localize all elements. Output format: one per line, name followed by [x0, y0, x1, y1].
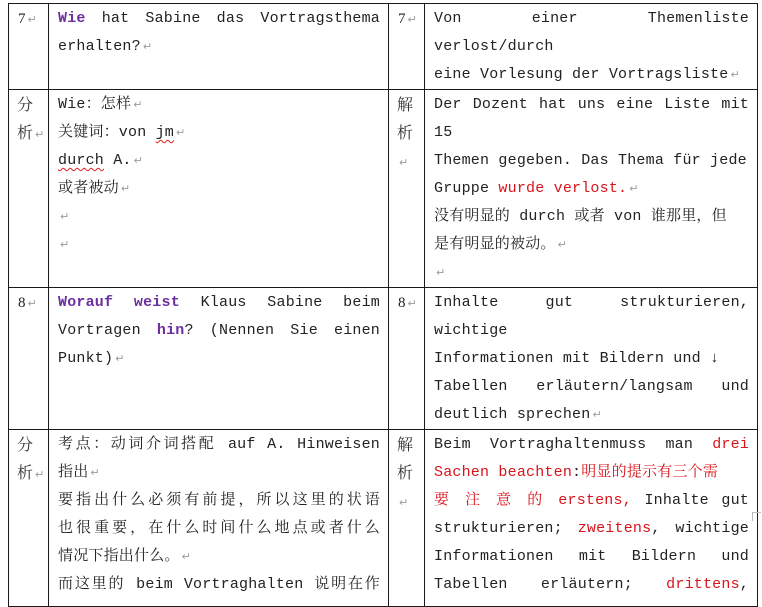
- answer-number-cell: [389, 4, 425, 90]
- analysis-line: 而这里的 beim Vortraghalten 说明在作: [58, 576, 380, 593]
- paragraph-mark-icon: ↵: [629, 182, 639, 195]
- emphasis-text: drei: [712, 436, 749, 453]
- question-line: Worauf weist Klaus Sabine beim: [58, 294, 380, 311]
- paragraph-mark-icon: ↵: [436, 266, 446, 279]
- analysis-line: [58, 203, 380, 231]
- explanation-line: 是有明显的被动。 ↵: [434, 236, 568, 253]
- paragraph-mark-icon: ↵: [35, 468, 45, 481]
- answer-number: 7: [398, 11, 406, 27]
- analysis-line: 情况下指出什么。 ↵: [58, 548, 192, 565]
- paragraph-mark-icon: ↵: [35, 128, 45, 141]
- explanation-label-bottom: 析↵: [397, 463, 414, 509]
- explanation-line: Informationen mit Bildern und: [434, 548, 749, 565]
- paragraph-mark-icon: ↵: [27, 297, 37, 310]
- answer-text-cell[interactable]: [425, 288, 758, 430]
- explanation-line: Tabellen erläutern; drittens,: [434, 576, 749, 593]
- paragraph-mark-icon: ↵: [90, 466, 100, 479]
- paragraph-mark-icon: ↵: [399, 496, 409, 509]
- analysis-text-cell[interactable]: [49, 430, 389, 607]
- analysis-label-cell: [9, 90, 49, 288]
- explanation-label-top: 解: [397, 435, 414, 454]
- question-row-8: [9, 288, 758, 430]
- analysis-label-cell: [9, 430, 49, 607]
- analysis-line: 考点：动词介词搭配 auf A. Hinweisen: [58, 436, 380, 453]
- answer-number: 8: [398, 295, 406, 311]
- answer-number-cell: [389, 288, 425, 430]
- paragraph-mark-icon: ↵: [60, 238, 70, 251]
- answer-line: Informationen mit Bildern und ↓: [434, 350, 720, 367]
- explanation-line: [434, 259, 749, 287]
- spellcheck-word: durch: [58, 152, 105, 169]
- question-line: Punkt) ↵: [58, 350, 125, 367]
- paragraph-mark-icon: ↵: [60, 210, 70, 223]
- question-text-cell[interactable]: [49, 288, 389, 430]
- paragraph-mark-icon: ↵: [142, 40, 153, 53]
- paragraph-mark-icon: ↵: [120, 182, 131, 195]
- paragraph-mark-icon: ↵: [592, 408, 602, 421]
- analysis-line: 或者被动 ↵: [58, 180, 131, 197]
- paragraph-mark-icon: ↵: [181, 550, 192, 563]
- explanation-line: Gruppe wurde verlost. ↵: [434, 180, 639, 197]
- analysis-line: 也很重要，在什么时间什么地点或者什么: [58, 520, 380, 537]
- answer-line: Inhalte gut strukturieren, wichtige: [434, 294, 749, 339]
- question-keyword: weist: [133, 294, 180, 311]
- question-number: 7: [18, 11, 26, 27]
- question-text-cell[interactable]: [49, 4, 389, 90]
- paragraph-mark-icon: ↵: [407, 13, 417, 26]
- analysis-line: 要指出什么必须有前提，所以这里的状语: [58, 492, 380, 509]
- emphasis-text: zweitens: [577, 520, 652, 537]
- analysis-line: 指出 ↵: [58, 464, 100, 481]
- question-row-7: [9, 4, 758, 90]
- exercise-table: [8, 3, 758, 607]
- answer-line: eine Vorlesung der Vortragsliste ↵: [434, 66, 740, 83]
- question-number-cell: [9, 4, 49, 90]
- paragraph-mark-icon: ↵: [27, 13, 37, 26]
- explanation-line: strukturieren; zweitens, wichtige: [434, 520, 749, 537]
- paragraph-mark-icon: ↵: [133, 98, 143, 111]
- paragraph-mark-icon: ↵: [407, 297, 417, 310]
- explanation-text-cell[interactable]: [425, 430, 758, 607]
- analysis-label-top: 分: [17, 435, 34, 454]
- analysis-line: Wie：怎样 ↵: [58, 96, 143, 113]
- analysis-label-bottom: 析 ↵: [17, 463, 45, 482]
- question-keyword: hin: [156, 322, 185, 339]
- analysis-row-7: [9, 90, 758, 288]
- analysis-label-bottom: 析 ↵: [17, 123, 45, 142]
- analysis-line: [58, 231, 380, 259]
- analysis-row-8: [9, 430, 758, 607]
- emphasis-text: Sachen beachten: [434, 464, 573, 481]
- paragraph-mark-icon: ↵: [557, 238, 568, 251]
- paragraph-mark-icon: ↵: [115, 352, 125, 365]
- explanation-line: 没有明显的 durch 或者 von 谁那里，但: [434, 208, 727, 225]
- emphasis-text: 明显的提示有三个需: [581, 464, 719, 481]
- paragraph-mark-icon: ↵: [133, 154, 144, 167]
- explanation-text-cell[interactable]: [425, 90, 758, 288]
- answer-line: Tabellen erläutern/langsam und: [434, 378, 749, 395]
- emphasis-text: 要 注 意 的 erstens,: [434, 492, 632, 509]
- emphasis-text: wurde verlost.: [498, 180, 628, 197]
- explanation-label-cell: [389, 90, 425, 288]
- answer-line: deutlich sprechen ↵: [434, 406, 602, 423]
- emphasis-text: drittens: [666, 576, 740, 593]
- analysis-line: durch A. ↵: [58, 152, 144, 169]
- paragraph-mark-icon: ↵: [176, 126, 186, 139]
- paragraph-mark-icon: ↵: [399, 156, 409, 169]
- paragraph-mark-icon: ↵: [730, 68, 740, 81]
- explanation-line: Sachen beachten:明显的提示有三个需: [434, 464, 719, 481]
- explanation-line: 要 注 意 的 erstens, Inhalte gut: [434, 492, 749, 509]
- question-line: erhalten? ↵: [58, 38, 153, 55]
- question-keyword: Wie: [58, 10, 86, 27]
- explanation-label-bottom: 析↵: [397, 123, 414, 169]
- question-number-cell: [9, 288, 49, 430]
- analysis-label-top: 分: [17, 95, 34, 114]
- question-line: Vortragen hin? (Nennen Sie einen: [58, 322, 381, 339]
- question-line: Wie hat Sabine das Vortragsthema: [58, 10, 380, 27]
- question-number: 8: [18, 295, 26, 311]
- explanation-label-cell: [389, 430, 425, 607]
- question-keyword: Worauf: [58, 294, 114, 311]
- analysis-text-cell[interactable]: [49, 90, 389, 288]
- analysis-line: 关键词：von jm ↵: [58, 124, 186, 141]
- explanation-line: Themen gegeben. Das Thema für jede: [434, 152, 747, 169]
- explanation-line: Der Dozent hat uns eine Liste mit 15: [434, 96, 749, 141]
- explanation-label-top: 解: [397, 95, 414, 114]
- explanation-line: Beim Vortraghaltenmuss man drei: [434, 436, 749, 453]
- answer-line: Von einer Themenliste verlost/durch: [434, 10, 749, 55]
- answer-text-cell[interactable]: [425, 4, 758, 90]
- spellcheck-word: jm: [155, 124, 175, 141]
